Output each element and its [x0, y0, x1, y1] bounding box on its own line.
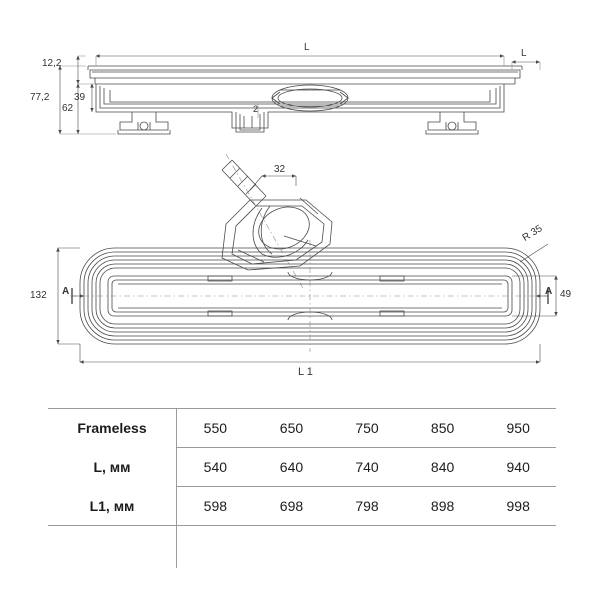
dim-top-height: 12,2 — [42, 58, 62, 69]
table-row — [48, 487, 556, 526]
dim-outlet-diameter: 32 — [274, 164, 286, 175]
outlet-view-group — [222, 160, 332, 270]
cell: 998 — [480, 487, 556, 526]
cell: 640 — [254, 448, 330, 487]
row-label-l1: L1, мм — [48, 487, 177, 526]
cell: 740 — [329, 448, 405, 487]
cell: 798 — [329, 487, 405, 526]
section-marker-left: A — [62, 286, 70, 297]
dim-length-overall: L 1 — [298, 366, 313, 378]
table-divider — [176, 408, 177, 568]
cell: 550 — [177, 409, 254, 448]
dim-inner-width: 49 — [560, 289, 572, 300]
dim-length-right: L — [521, 48, 527, 59]
top-view-centerlines — [70, 240, 553, 352]
dim-corner-radius: R 35 — [520, 223, 545, 244]
dim-height-total: 77,2 — [30, 92, 50, 103]
cell: 850 — [405, 409, 481, 448]
cell: 598 — [177, 487, 254, 526]
cell: 950 — [480, 409, 556, 448]
cell: 898 — [405, 487, 481, 526]
dim-body-height: 62 — [62, 103, 74, 114]
cell: 840 — [405, 448, 481, 487]
table-row — [48, 409, 556, 448]
dim-length-top: L — [304, 42, 310, 53]
table-row — [48, 448, 556, 487]
cell: 750 — [329, 409, 405, 448]
detail-marker-2: 2 — [253, 104, 259, 114]
spec-table — [48, 408, 556, 526]
section-marker-right: A — [545, 286, 553, 297]
side-view-group — [88, 66, 522, 134]
outlet-dimensions — [250, 176, 296, 190]
row-label-l: L, мм — [48, 448, 177, 487]
outlet-axis — [226, 154, 304, 290]
cell: 650 — [254, 409, 330, 448]
cell: 698 — [254, 487, 330, 526]
cell: 540 — [177, 448, 254, 487]
row-label-frameless: Frameless — [48, 409, 177, 448]
dim-top-width: 132 — [30, 290, 47, 301]
dim-inner-height: 39 — [74, 92, 86, 103]
cell: 940 — [480, 448, 556, 487]
